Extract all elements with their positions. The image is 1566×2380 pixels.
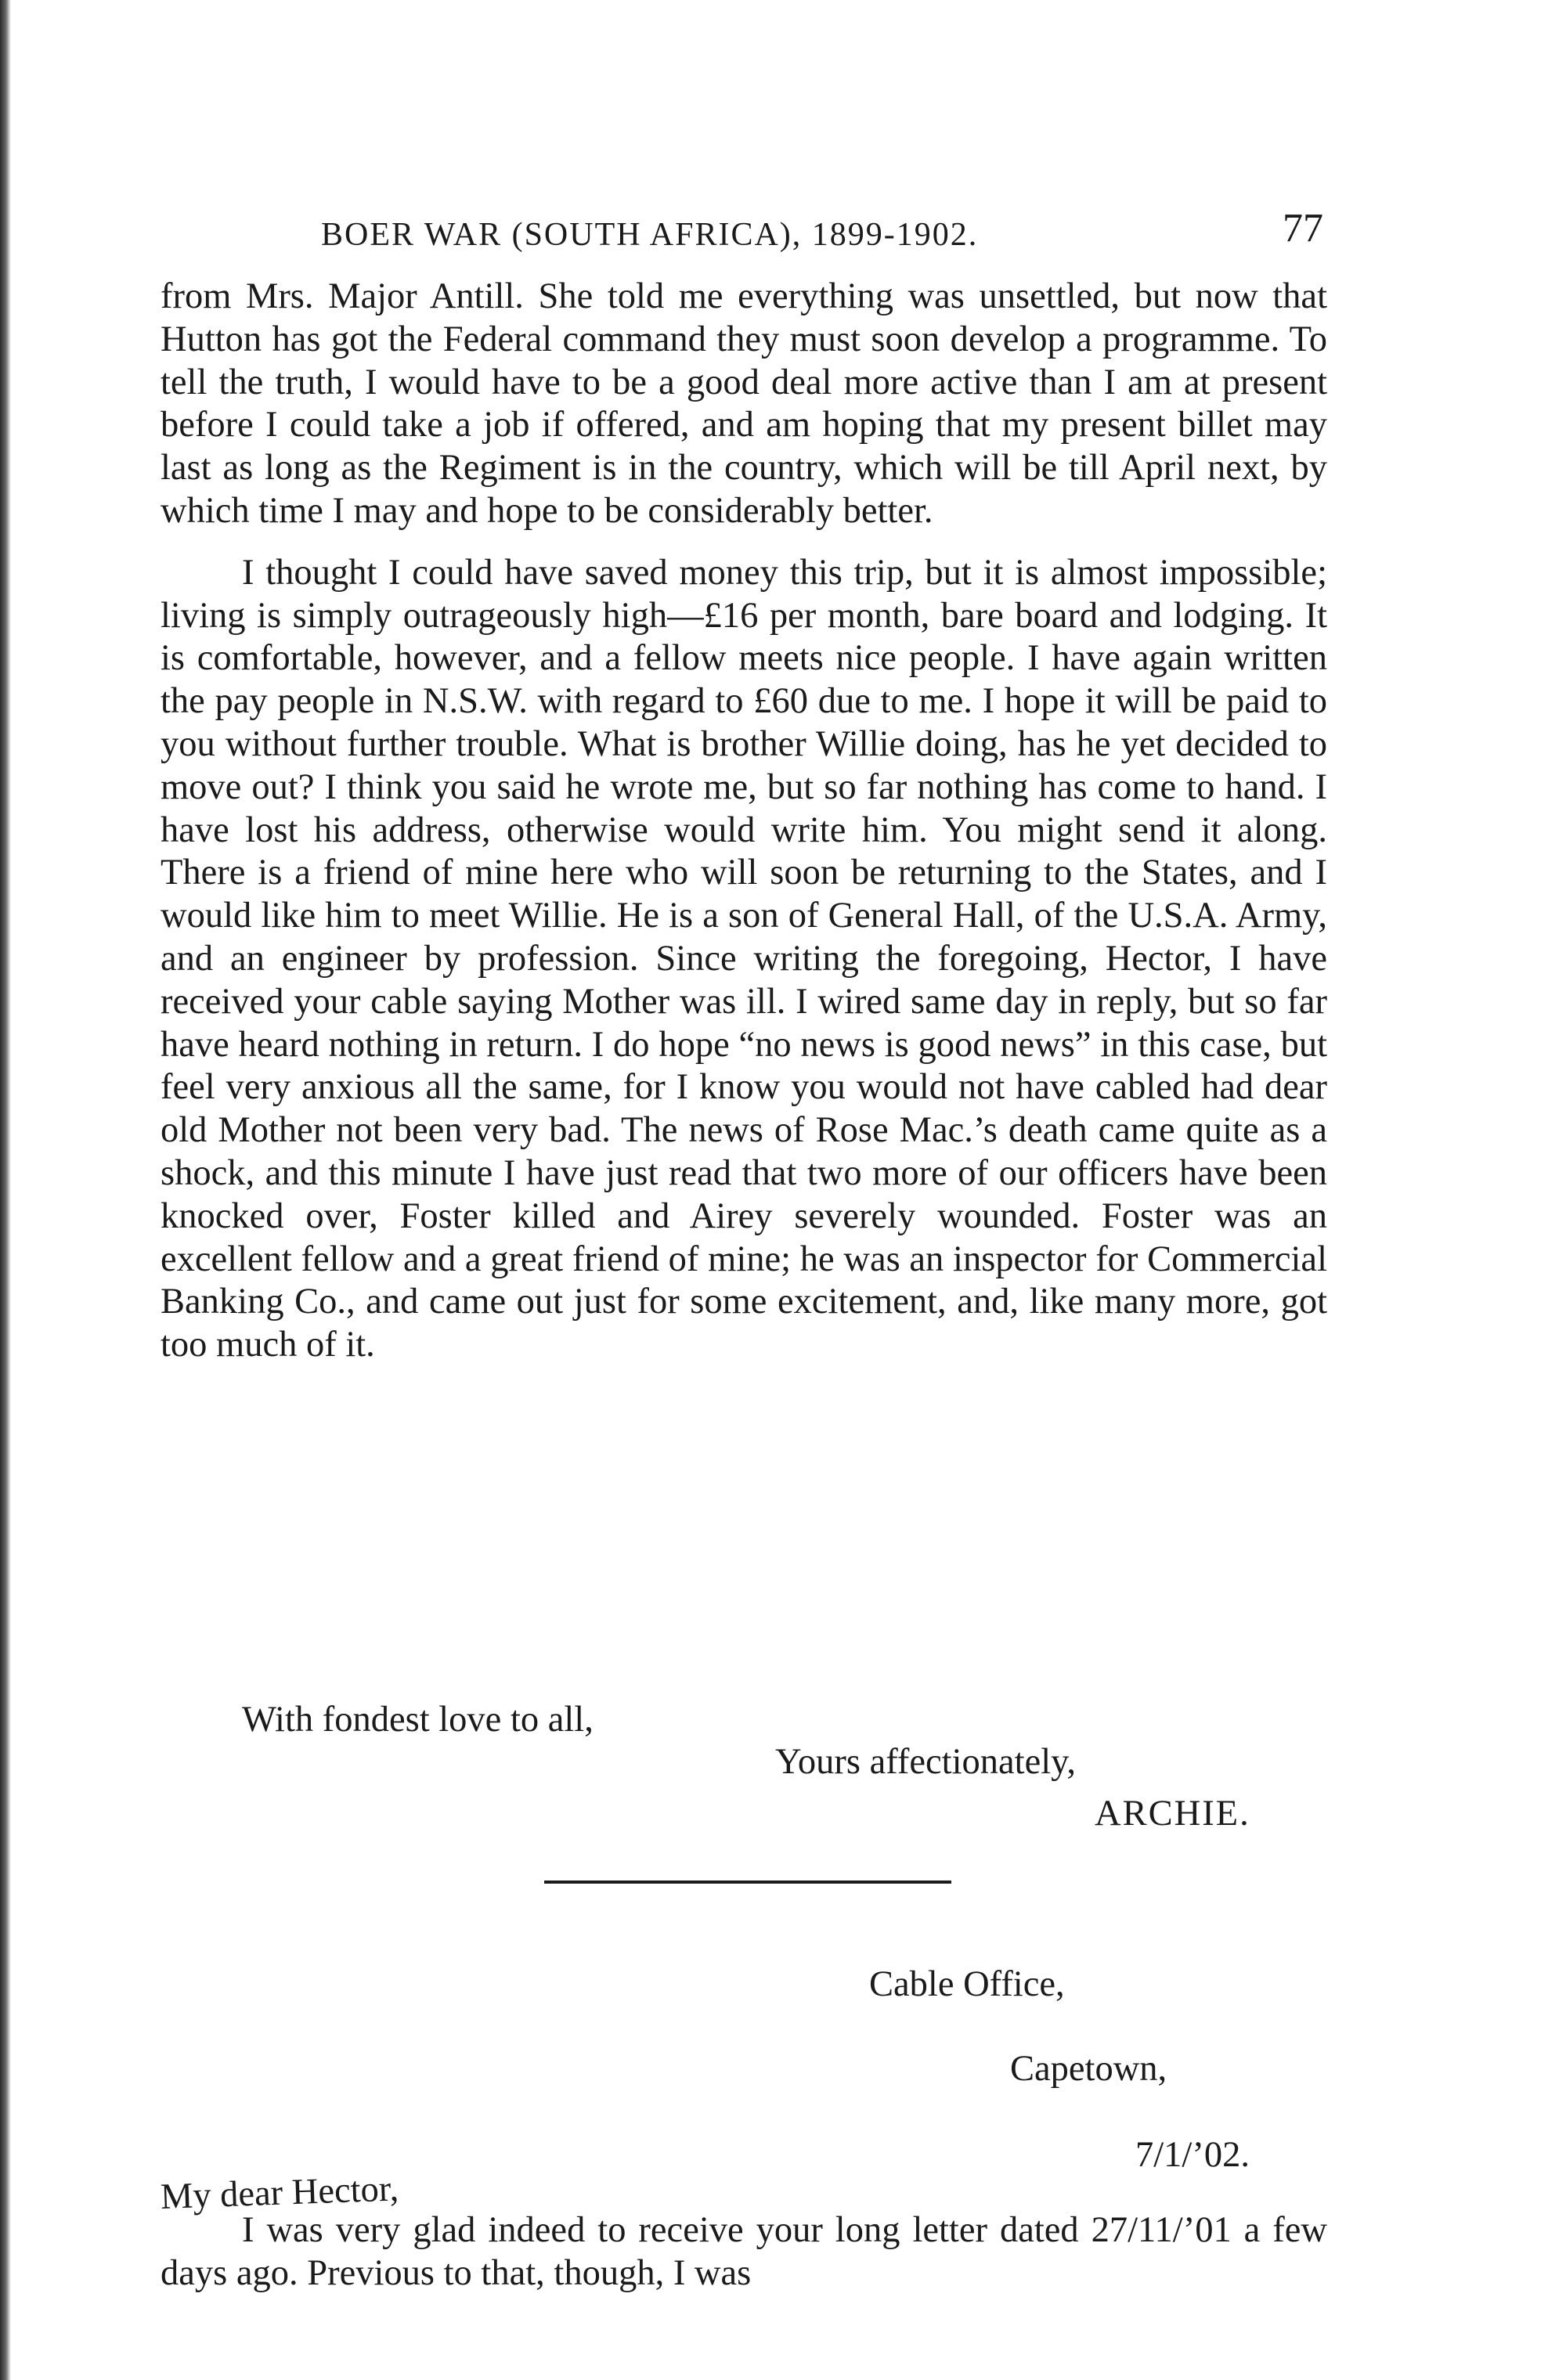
letter-signoff: Yours affectionately, <box>775 1742 1076 1782</box>
address-line-2: Capetown, <box>1010 2049 1167 2089</box>
address-line-1: Cable Office, <box>869 1964 1065 2004</box>
letter-closing: With fondest love to all, <box>242 1700 594 1740</box>
running-head: BOER WAR (SOUTH AFRICA), 1899-1902. <box>321 217 979 253</box>
page-number: 77 <box>1283 206 1323 251</box>
salutation: My dear Hector, <box>160 2169 399 2217</box>
next-letter-opening: I was very glad indeed to receive your long letter dated 27/11/’01 a few days ago. Previous to that, though, I was <box>161 2210 1327 2293</box>
letter-date: 7/1/’02. <box>1135 2135 1250 2175</box>
page-edge-shadow <box>0 0 11 2380</box>
letter-paragraph-2: I thought I could have saved money this trip, but it is almost impossible; living is simply outrageously high—£16 per month, bare board and lodging. It is comfortable, however, and a fellow meets nice people. I have again written the pay people in N.S.W. with regard to £60 due to me. I hope it will be paid to you without further trouble. What is brother Willie doing, has he yet decided to move out? I think you said he wrote me, but so far nothing has come to hand. I have lost his address, otherwise would write him. You might send it along. There is a friend of mine here who will soon be returning to the States, and I would like him to meet Willie. He is a son of General Hall, of the U.S.A. Army, and an engineer by profession. Since writing the foregoing, Hector, I have received your cable saying Mother was ill. I wired same day in reply, but so far have heard nothing in return. I do hope “no news is good news” in this case, but feel very anxious all the same, for I know you would not have cabled had dear old Mother not been very bad. The news of Rose Mac.’s death came quite as a shock, and this minute I have just read that two more of our officers have been knocked over, Foster killed and Airey severely wounded. Foster was an excellent fellow and a great friend of mine; he was an inspector for Commercial Banking Co., and came out just for some excitement, and, like many more, got too much of it. <box>161 552 1327 1365</box>
letter-signature: ARCHIE. <box>1095 1794 1250 1834</box>
section-divider <box>544 1881 951 1884</box>
letter-body <box>161 276 1327 1367</box>
page-header <box>321 205 1323 268</box>
letter-paragraph-1: from Mrs. Major Antill. She told me everything was unsettled, but now that Hutton has got the Federal command they must soon develop a programme. To tell the truth, I would have to be a good deal more active than I am at present before I could take a job if offered, and am hoping that my present billet may last as long as the Regiment is in the country, which will be till April next, by which time I may and hope to be considerably better. <box>161 276 1327 531</box>
